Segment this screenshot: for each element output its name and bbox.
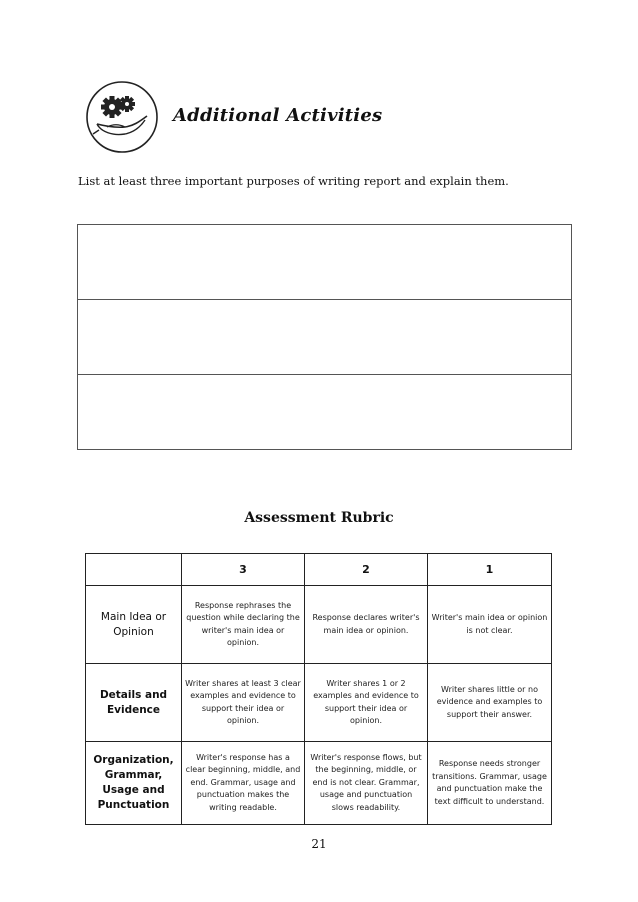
rubric-header-row: [86, 554, 552, 586]
answer-row-1[interactable]: [78, 225, 571, 300]
rubric-cell: Response rephrases the question while declaring the writer's main idea or opinion.: [182, 586, 305, 664]
rubric-header-score-1: 1: [428, 554, 552, 586]
rubric-cell: Writer shares little or no evidence and examples to support their answer.: [428, 664, 552, 742]
rubric-cell: Writer's response has a clear beginning, middle, and end. Grammar, usage and punctuation makes the writing readable.: [182, 742, 305, 825]
activity-instruction: List at least three important purposes of writing report and explain them.: [78, 174, 509, 188]
activity-title: Additional Activities: [173, 105, 383, 126]
rubric-row: [86, 586, 552, 664]
answer-row-3[interactable]: [78, 375, 571, 449]
rubric-title: Assessment Rubric: [244, 510, 394, 526]
rubric-criterion: Main Idea or Opinion: [86, 586, 182, 664]
rubric-cell: Response needs stronger transitions. Grammar, usage and punctuation make the text difficult to understand.: [428, 742, 552, 825]
rubric-cell: Writer's response flows, but the beginning, middle, or end is not clear. Grammar, usage and punctuation slows readability.: [305, 742, 428, 825]
rubric-cell: Response declares writer's main idea or opinion.: [305, 586, 428, 664]
rubric-cell: Writer shares 1 or 2 examples and evidence to support their idea or opinion.: [305, 664, 428, 742]
rubric-criterion: Organization, Grammar, Usage and Punctuation: [86, 742, 182, 825]
rubric-cell: Writer shares at least 3 clear examples and evidence to support their idea or opinion.: [182, 664, 305, 742]
gears-in-hand-icon: [85, 80, 159, 154]
answer-box: [77, 224, 572, 450]
rubric-cell: Writer's main idea or opinion is not clear.: [428, 586, 552, 664]
answer-row-2[interactable]: [78, 300, 571, 375]
page-number: 21: [311, 837, 327, 851]
rubric-header-blank: [86, 554, 182, 586]
rubric-criterion: Details and Evidence: [86, 664, 182, 742]
rubric-table: [85, 553, 552, 825]
rubric-row: [86, 664, 552, 742]
rubric-row: [86, 742, 552, 825]
rubric-header-score-2: 2: [305, 554, 428, 586]
rubric-header-score-3: 3: [182, 554, 305, 586]
